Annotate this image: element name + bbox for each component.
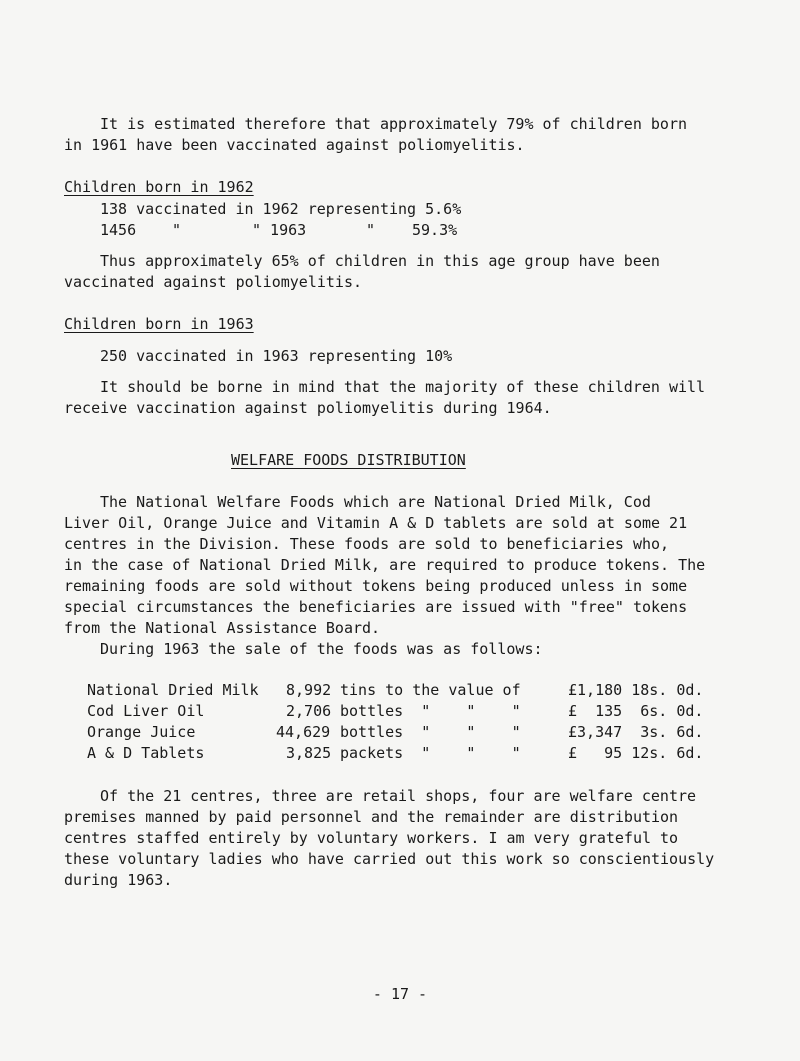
sales-item: A & D Tablets [87, 744, 205, 762]
row-1962-count-1963: 1456 [100, 221, 137, 239]
sales-qty: 44,629 [276, 723, 331, 741]
ditto-mark: " [172, 221, 182, 239]
row-1963-vaccinated: 250 vaccinated in 1963 representing 10% [100, 347, 453, 365]
intro-line-2: in 1961 have been vaccinated against poliomyelitis. [64, 136, 525, 154]
welfare-para1-line: Liver Oil, Orange Juice and Vitamin A & D tablets are sold at some 21 [64, 514, 688, 532]
sales-amount: £1,180 18s. 0d. [568, 681, 704, 699]
note-1963-line-2: receive vaccination against poliomyelitis during 1964. [64, 399, 552, 417]
welfare-para1-line: The National Welfare Foods which are National Dried Milk, Cod [100, 493, 651, 511]
welfare-para1-line: remaining foods are sold without tokens being produced unless in some [64, 577, 688, 595]
summary-1962-line-2: vaccinated against poliomyelitis. [64, 273, 363, 291]
row-1962-year-1963: " 1963 [252, 221, 307, 239]
welfare-para1-line: centres in the Division. These foods are sold to beneficiaries who, [64, 535, 670, 553]
sales-qty: 8,992 [286, 681, 332, 699]
sales-item: Orange Juice [87, 723, 196, 741]
sales-amount: £ 135 6s. 0d. [568, 702, 704, 720]
ditto-mark: " [366, 221, 376, 239]
heading-children-1962: Children born in 1962 [64, 178, 254, 196]
heading-welfare-foods: WELFARE FOODS DISTRIBUTION [231, 451, 466, 469]
row-1962-pct-1963: 59.3% [412, 221, 458, 239]
welfare-para2-line: centres staffed entirely by voluntary workers. I am very grateful to [64, 829, 679, 847]
welfare-para2-line: Of the 21 centres, three are retail shops, four are welfare centre [100, 787, 697, 805]
sales-unit: packets " " " [340, 744, 521, 762]
sales-unit: bottles " " " [340, 723, 521, 741]
page-number: - 17 - [372, 985, 428, 1003]
row-1962-vaccinated-1962: 138 vaccinated in 1962 representing 5.6% [100, 200, 462, 218]
sales-amount: £ 95 12s. 6d. [568, 744, 704, 762]
sales-unit: tins to the value of [340, 681, 521, 699]
welfare-para2-line: premises manned by paid personnel and the remainder are distribution [64, 808, 679, 826]
sales-item: Cod Liver Oil [87, 702, 205, 720]
sales-amount: £3,347 3s. 6d. [568, 723, 704, 741]
heading-children-1963: Children born in 1963 [64, 315, 254, 333]
sales-qty: 2,706 [286, 702, 332, 720]
welfare-para1-line: special circumstances the beneficiaries are issued with "free" tokens [64, 598, 688, 616]
sales-intro: During 1963 the sale of the foods was as follows: [100, 640, 543, 658]
welfare-para1-line: in the case of National Dried Milk, are required to produce tokens. The [64, 556, 706, 574]
welfare-para2-line: during 1963. [64, 871, 173, 889]
sales-qty: 3,825 [286, 744, 332, 762]
sales-item: National Dried Milk [87, 681, 259, 699]
summary-1962-line-1: Thus approximately 65% of children in this age group have been [100, 252, 660, 270]
welfare-para2-line: these voluntary ladies who have carried out this work so conscientiously [64, 850, 715, 868]
intro-line-1: It is estimated therefore that approximately 79% of children born [100, 115, 687, 133]
note-1963-line-1: It should be borne in mind that the majority of these children will [100, 378, 706, 396]
welfare-para1-line: from the National Assistance Board. [64, 619, 381, 637]
sales-unit: bottles " " " [340, 702, 521, 720]
